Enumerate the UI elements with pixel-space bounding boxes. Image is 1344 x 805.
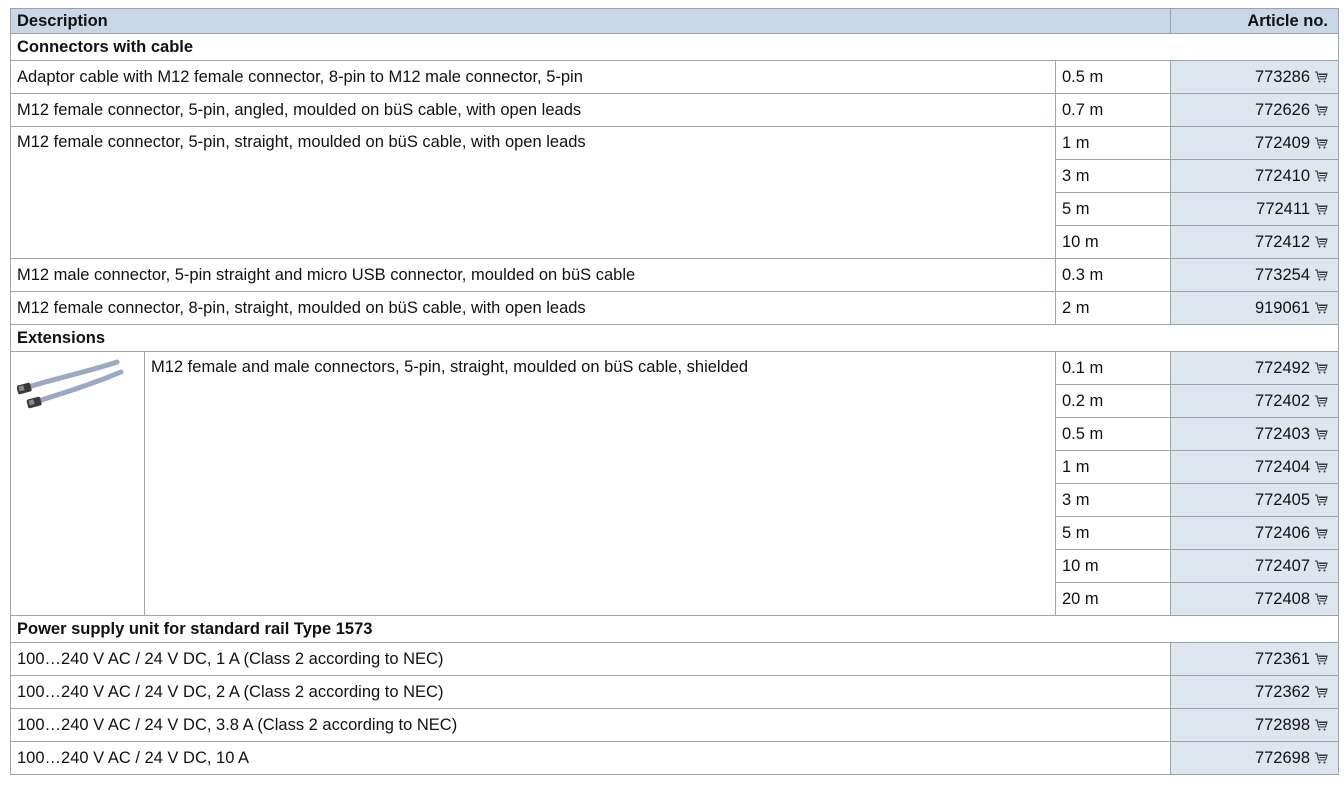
section-row-extensions	[11, 325, 1339, 352]
item-length: 0.3 m	[1056, 259, 1171, 292]
article-number[interactable]: 772626	[1254, 100, 1310, 119]
table-header-row	[11, 9, 1339, 34]
shopping-cart-icon[interactable]	[1314, 362, 1328, 374]
item-length: 5 m	[1056, 517, 1171, 550]
shopping-cart-icon[interactable]	[1314, 593, 1328, 605]
section-row-power	[11, 616, 1339, 643]
item-description: 100…240 V AC / 24 V DC, 3.8 A (Class 2 according to NEC)	[11, 709, 1171, 742]
item-length: 20 m	[1056, 583, 1171, 616]
article-number[interactable]: 772402	[1254, 391, 1310, 410]
shopping-cart-icon[interactable]	[1314, 203, 1328, 215]
item-length: 5 m	[1056, 193, 1171, 226]
item-description: Adaptor cable with M12 female connector, 8-pin to M12 male connector, 5-pin	[11, 61, 1056, 94]
product-table-wrapper	[10, 8, 1338, 775]
article-number[interactable]: 772411	[1256, 199, 1310, 218]
article-number[interactable]: 772492	[1254, 358, 1310, 377]
section-row-connectors	[11, 34, 1339, 61]
article-number-cell[interactable]	[1171, 676, 1339, 709]
article-number-cell[interactable]	[1171, 94, 1339, 127]
article-number-cell[interactable]	[1171, 352, 1339, 385]
shopping-cart-icon[interactable]	[1314, 269, 1328, 281]
item-length: 0.5 m	[1056, 418, 1171, 451]
article-number[interactable]: 772410	[1254, 166, 1310, 185]
table-row	[11, 643, 1339, 676]
shopping-cart-icon[interactable]	[1314, 461, 1328, 473]
article-number-cell[interactable]	[1171, 61, 1339, 94]
article-number[interactable]: 772361	[1254, 649, 1310, 668]
article-number-cell[interactable]	[1171, 193, 1339, 226]
shopping-cart-icon[interactable]	[1314, 302, 1328, 314]
shopping-cart-icon[interactable]	[1314, 71, 1328, 83]
article-number-cell[interactable]	[1171, 160, 1339, 193]
item-description: M12 female connector, 8-pin, straight, moulded on büS cable, with open leads	[11, 292, 1056, 325]
shopping-cart-icon[interactable]	[1314, 653, 1328, 665]
table-row	[11, 742, 1339, 775]
article-number[interactable]: 772406	[1254, 523, 1310, 542]
shopping-cart-icon[interactable]	[1314, 494, 1328, 506]
article-number-cell[interactable]	[1171, 583, 1339, 616]
article-number-cell[interactable]	[1171, 226, 1339, 259]
article-number-cell[interactable]	[1171, 418, 1339, 451]
item-description: 100…240 V AC / 24 V DC, 1 A (Class 2 according to NEC)	[11, 643, 1171, 676]
header-description: Description	[11, 9, 1171, 34]
article-number-cell[interactable]	[1171, 385, 1339, 418]
section-title: Connectors with cable	[11, 34, 1339, 61]
article-number-cell[interactable]	[1171, 484, 1339, 517]
article-number[interactable]: 773254	[1254, 265, 1310, 284]
item-length: 0.7 m	[1056, 94, 1171, 127]
item-length: 2 m	[1056, 292, 1171, 325]
shopping-cart-icon[interactable]	[1314, 236, 1328, 248]
table-row	[11, 676, 1339, 709]
article-number[interactable]: 919061	[1254, 298, 1310, 317]
shopping-cart-icon[interactable]	[1314, 170, 1328, 182]
article-number[interactable]: 772408	[1254, 589, 1310, 608]
article-number[interactable]: 772362	[1254, 682, 1310, 701]
item-description: M12 female connector, 5-pin, straight, moulded on büS cable, with open leads	[11, 127, 1056, 259]
article-number-cell[interactable]	[1171, 292, 1339, 325]
article-number[interactable]: 772403	[1254, 424, 1310, 443]
item-length: 10 m	[1056, 226, 1171, 259]
item-length: 3 m	[1056, 160, 1171, 193]
table-row	[11, 709, 1339, 742]
shopping-cart-icon[interactable]	[1314, 428, 1328, 440]
shopping-cart-icon[interactable]	[1314, 137, 1328, 149]
article-number[interactable]: 772404	[1254, 457, 1310, 476]
item-description: M12 male connector, 5-pin straight and micro USB connector, moulded on büS cable	[11, 259, 1056, 292]
shopping-cart-icon[interactable]	[1314, 719, 1328, 731]
item-description: 100…240 V AC / 24 V DC, 10 A	[11, 742, 1171, 775]
article-number-cell[interactable]	[1171, 451, 1339, 484]
item-length: 0.1 m	[1056, 352, 1171, 385]
article-number[interactable]: 772407	[1254, 556, 1310, 575]
item-length: 0.5 m	[1056, 61, 1171, 94]
article-number-cell[interactable]	[1171, 643, 1339, 676]
item-description: M12 female and male connectors, 5-pin, straight, moulded on büS cable, shielded	[145, 352, 1056, 616]
article-number[interactable]: 772405	[1254, 490, 1310, 509]
item-description: M12 female connector, 5-pin, angled, moulded on büS cable, with open leads	[11, 94, 1056, 127]
section-title: Extensions	[11, 325, 1339, 352]
article-number[interactable]: 772412	[1254, 232, 1310, 251]
header-article-no: Article no.	[1171, 9, 1339, 34]
item-length: 0.2 m	[1056, 385, 1171, 418]
article-number-cell[interactable]	[1171, 550, 1339, 583]
article-number-cell[interactable]	[1171, 259, 1339, 292]
table-row	[11, 61, 1339, 94]
section-title: Power supply unit for standard rail Type 1573	[11, 616, 1339, 643]
shopping-cart-icon[interactable]	[1314, 752, 1328, 764]
item-length: 3 m	[1056, 484, 1171, 517]
article-number-cell[interactable]	[1171, 742, 1339, 775]
shopping-cart-icon[interactable]	[1314, 560, 1328, 572]
article-number[interactable]: 772409	[1254, 133, 1310, 152]
shopping-cart-icon[interactable]	[1314, 395, 1328, 407]
shopping-cart-icon[interactable]	[1314, 686, 1328, 698]
article-number-cell[interactable]	[1171, 127, 1339, 160]
item-length: 1 m	[1056, 451, 1171, 484]
article-number[interactable]: 773286	[1254, 67, 1310, 86]
item-length: 1 m	[1056, 127, 1171, 160]
shopping-cart-icon[interactable]	[1314, 527, 1328, 539]
article-number-cell[interactable]	[1171, 709, 1339, 742]
item-length: 10 m	[1056, 550, 1171, 583]
table-row	[11, 127, 1339, 160]
article-number[interactable]: 772898	[1254, 715, 1310, 734]
cable-image-cell	[11, 352, 145, 616]
article-number-cell[interactable]	[1171, 517, 1339, 550]
table-row	[11, 292, 1339, 325]
shopping-cart-icon[interactable]	[1314, 104, 1328, 116]
table-row	[11, 94, 1339, 127]
cable-image	[17, 358, 127, 418]
product-table	[10, 8, 1339, 775]
table-row	[11, 259, 1339, 292]
item-description: 100…240 V AC / 24 V DC, 2 A (Class 2 according to NEC)	[11, 676, 1171, 709]
article-number[interactable]: 772698	[1254, 748, 1310, 767]
table-row	[11, 352, 1339, 385]
